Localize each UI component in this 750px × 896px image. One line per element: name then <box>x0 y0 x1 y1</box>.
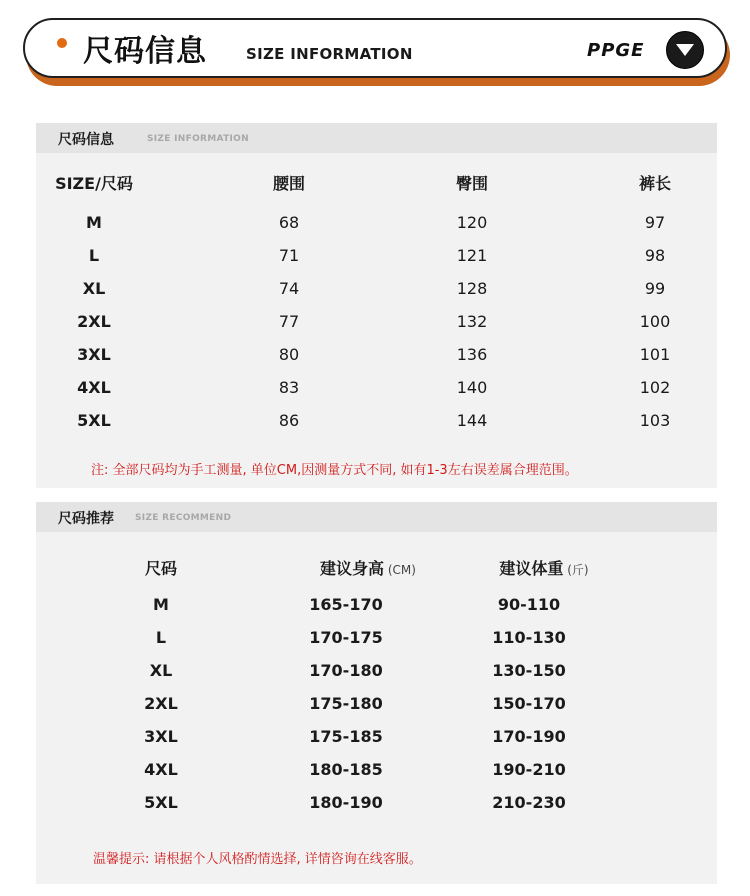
size-recommend-table-cell: 175-180 <box>309 694 383 713</box>
size-recommend-table-cell: L <box>155 628 167 647</box>
size-info-table-cell: 2XL <box>77 312 111 331</box>
size-recommend-table-cell: 150-170 <box>492 694 566 713</box>
size-recommend-panel <box>36 502 717 884</box>
size-information-header <box>36 123 717 153</box>
size-info-header-2 <box>412 171 532 194</box>
size-info-table-cell: 103 <box>639 411 671 430</box>
page-title: 尺码信息 <box>83 34 207 69</box>
size-info-header-0 <box>34 171 154 194</box>
size-info-table-cell: 98 <box>644 246 666 265</box>
size-recommend-table-cell: 175-185 <box>309 727 383 746</box>
size-recommend-header-label: 建议体重 <box>499 559 564 578</box>
size-recommend-header <box>36 502 717 532</box>
size-info-table-cell: 144 <box>456 411 488 430</box>
size-recommend-table-cell: 2XL <box>144 694 178 713</box>
size-info-table-cell: 80 <box>278 345 300 364</box>
size-recommend-table-cell: M <box>153 595 169 614</box>
size-information-panel <box>36 123 717 488</box>
page-subtitle: SIZE INFORMATION <box>246 45 413 63</box>
size-recommend-table-cell: 5XL <box>144 793 178 812</box>
size-info-table-cell: 102 <box>639 378 671 397</box>
size-recommend-table-cell: XL <box>149 661 173 680</box>
size-info-table-cell: 71 <box>278 246 300 265</box>
size-info-table-cell: 140 <box>456 378 488 397</box>
size-recommend-table-cell: 165-170 <box>309 595 383 614</box>
chevron-down-icon[interactable] <box>666 31 704 69</box>
size-info-table-cell: 86 <box>278 411 300 430</box>
size-recommend-header-label: 建议身高 <box>320 559 385 578</box>
size-info-table-cell: 83 <box>278 378 300 397</box>
size-recommend-header-unit: (斤) <box>563 563 589 577</box>
size-recommend-subtitle: SIZE RECOMMEND <box>135 513 232 523</box>
size-information-subtitle: SIZE INFORMATION <box>147 134 249 144</box>
size-recommend-table-cell: 4XL <box>144 760 178 779</box>
size-info-table-cell: 4XL <box>77 378 111 397</box>
recommend-tip: 温馨提示: 请根据个人风格酌情选择, 详情咨询在线客服。 <box>93 852 422 867</box>
size-recommend-table-cell: 90-110 <box>497 595 561 614</box>
size-recommend-table-cell: 180-190 <box>309 793 383 812</box>
size-info-header-label: 腰围 <box>272 174 305 193</box>
size-recommend-table-cell: 170-180 <box>309 661 383 680</box>
size-info-header-label: SIZE/尺码 <box>55 174 133 193</box>
size-info-table-cell: 132 <box>456 312 488 331</box>
header-banner <box>23 18 727 78</box>
size-info-table-cell: 68 <box>278 213 300 232</box>
size-info-table-cell: 101 <box>639 345 671 364</box>
size-recommend-table-cell: 190-210 <box>492 760 566 779</box>
measurement-note: 注: 全部尺码均为手工测量, 单位CM,因测量方式不同, 如有1-3左右误差属合理范围。 <box>91 463 578 478</box>
size-info-header-label: 臀围 <box>455 174 488 193</box>
size-info-header-label: 裤长 <box>638 174 671 193</box>
size-info-table-cell: 97 <box>644 213 666 232</box>
size-recommend-title: 尺码推荐 <box>58 511 114 527</box>
size-recommend-table-cell: 130-150 <box>492 661 566 680</box>
size-info-table-cell: 5XL <box>77 411 111 430</box>
size-info-table-cell: M <box>86 213 102 232</box>
size-recommend-header-unit: (CM) <box>384 563 416 577</box>
size-info-table-cell: 100 <box>639 312 671 331</box>
size-info-header-3 <box>595 171 715 194</box>
size-recommend-header-2 <box>484 556 604 579</box>
size-recommend-table-cell: 170-175 <box>309 628 383 647</box>
size-recommend-header-0 <box>101 556 221 579</box>
size-info-table-cell: 74 <box>278 279 300 298</box>
size-recommend-table-cell: 3XL <box>144 727 178 746</box>
size-recommend-table-cell: 180-185 <box>309 760 383 779</box>
size-recommend-header-1 <box>308 556 428 579</box>
size-info-table-cell: L <box>88 246 100 265</box>
size-info-table-cell: 121 <box>456 246 488 265</box>
bullet-dot-icon <box>57 38 67 48</box>
size-recommend-table-cell: 170-190 <box>492 727 566 746</box>
size-info-table-cell: 136 <box>456 345 488 364</box>
size-recommend-header-label: 尺码 <box>144 559 177 578</box>
size-info-table-cell: 77 <box>278 312 300 331</box>
size-info-header-1 <box>229 171 349 194</box>
size-info-table-cell: 3XL <box>77 345 111 364</box>
size-info-table-cell: 99 <box>644 279 666 298</box>
size-info-table-cell: 120 <box>456 213 488 232</box>
brand-logo: PPGE <box>587 40 645 61</box>
size-recommend-table-cell: 210-230 <box>492 793 566 812</box>
size-information-title: 尺码信息 <box>58 132 114 148</box>
size-info-table-cell: 128 <box>456 279 488 298</box>
size-recommend-table-cell: 110-130 <box>492 628 566 647</box>
size-info-table-cell: XL <box>82 279 106 298</box>
